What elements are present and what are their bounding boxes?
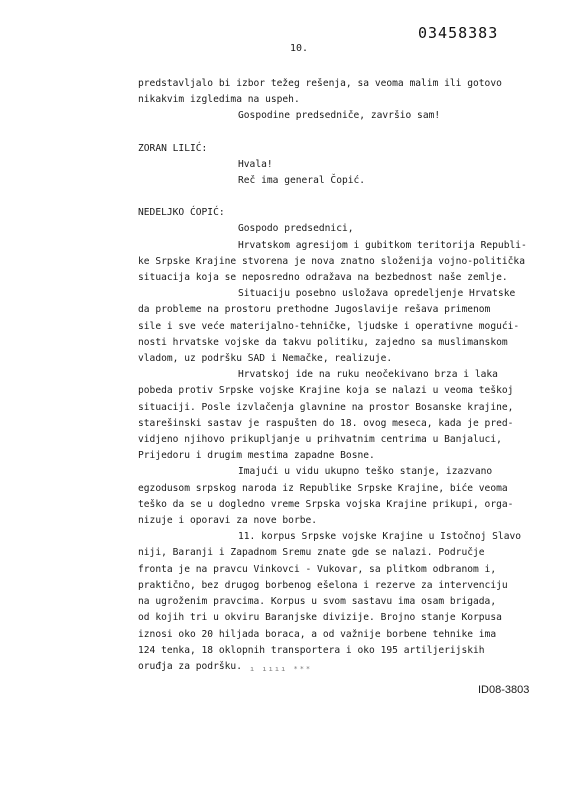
text-line: nosti hrvatske vojske da takvu politiku, zajedno sa muslimanskom bbox=[138, 336, 508, 348]
text-line: iznosi oko 20 hiljada boraca, a od važnije borbene tehnike ima bbox=[138, 628, 497, 640]
text-line: vladom, uz podršku SAD i Nemačke, realizuje. bbox=[138, 353, 393, 365]
text-line: Prijedoru i drugim mestima zapadne Bosne. bbox=[138, 450, 375, 462]
transcript-body bbox=[138, 76, 550, 675]
text-line: oruđja za podršku. bbox=[138, 660, 242, 672]
text-line: nikakvim izgledima na uspeh. bbox=[138, 94, 300, 106]
text-line: sile i sve veće materijalno-tehničke, ljudske i operativne mogući- bbox=[138, 320, 520, 332]
paragraph-gap bbox=[138, 189, 550, 205]
text-line: 124 tenka, 18 oklopnih transportera i oko 195 artiljerijskih bbox=[138, 644, 485, 656]
text-line: od kojih tri u okviru Baranjske divizije. Brojno stanje Korpusa bbox=[138, 612, 502, 624]
document-number: 03458383 bbox=[418, 24, 499, 42]
text-line: Hrvatskom agresijom i gubitkom teritorija Republi- bbox=[238, 239, 527, 251]
text-line: niji, Baranji i Zapadnom Sremu znate gde se nalazi. Područje bbox=[138, 547, 485, 559]
text-line: Gospodine predsedniče, završio sam! bbox=[238, 110, 441, 122]
text-line: Hrvatskoj ide na ruku neočekivano brza i laka bbox=[238, 369, 498, 381]
faint-mark: ı ıııı *** bbox=[250, 665, 313, 673]
page-number: 10. bbox=[290, 43, 309, 54]
text-line: Gospodo predsednici, bbox=[238, 223, 354, 235]
text-line: na ugroženim pravcima. Korpus u svom sastavu ima osam brigada, bbox=[138, 596, 497, 608]
text-line: Imajući u vidu ukupno teško stanje, izazvano bbox=[238, 466, 493, 478]
text-line: predstavljalo bi izbor težeg rešenja, sa veoma malim ili gotovo bbox=[138, 78, 502, 89]
text-line: pobeda protiv Srpske vojske Krajine koja se nalazi u veoma teškoj bbox=[138, 385, 514, 397]
speaker-name: NEDELJKO ĆOPIĆ: bbox=[138, 207, 225, 219]
text-line: da probleme na prostoru prethodne Jugoslavije rešava primenom bbox=[138, 304, 491, 316]
text-line: situaciji. Posle izvlačenja glavnine na prostor Bosanske krajine, bbox=[138, 401, 514, 413]
text-line: 11. korpus Srpske vojske Krajine u Istočnoj Slavo bbox=[238, 531, 522, 543]
text-line: nizuje i oporavi za nove borbe. bbox=[138, 515, 318, 527]
text-line: fronta je na pravcu Vinkovci - Vukovar, sa plitkom odbranom i, bbox=[138, 563, 497, 575]
paragraph-gap bbox=[138, 125, 550, 141]
text-line: egzodusom srpskog naroda iz Republike Srpske Krajine, biće veoma bbox=[138, 482, 508, 494]
text-line: praktično, bez drugog borbenog ešelona i rezerve za intervenciju bbox=[138, 579, 508, 591]
speaker-name: ZORAN LILIĆ: bbox=[138, 142, 208, 154]
text-line: starešinski sastav je raspušten do 18. ovog meseca, kada je pred- bbox=[138, 417, 514, 429]
text-line: Reč ima general Čopić. bbox=[238, 175, 366, 187]
text-line: Hvala! bbox=[238, 158, 273, 170]
text-line: situacija koja se neposredno odražava na bezbednost naše zemlje. bbox=[138, 272, 508, 284]
text-line: Situaciju posebno usložava opredeljenje Hrvatske bbox=[238, 288, 516, 300]
text-line: ke Srpske Krajine stvorena je nova znatno složenija vojno-politička bbox=[138, 255, 525, 267]
text-line: vidjeno njihovo prikupljanje u prihvatnim centrima u Banjaluci, bbox=[138, 434, 502, 446]
text-line: teško da se u dogledno vreme Srpska vojska Krajine prikupi, orga- bbox=[138, 498, 514, 510]
reference-number: ID08-3803 bbox=[478, 684, 530, 696]
